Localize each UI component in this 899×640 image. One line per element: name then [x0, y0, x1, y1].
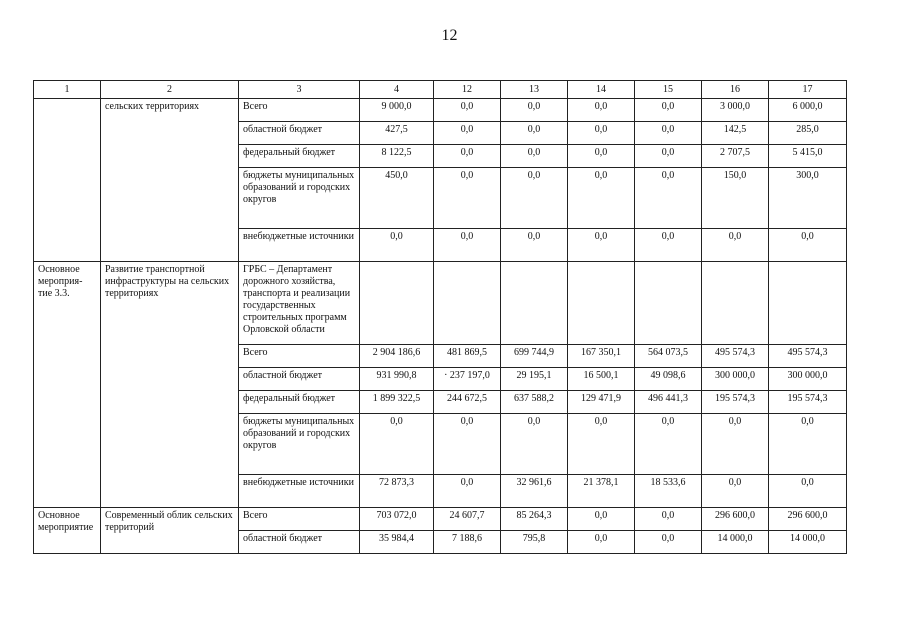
value-cell: 0,0 [635, 508, 702, 531]
value-cell: 931 990,8 [360, 368, 434, 391]
value-cell: 0,0 [501, 414, 568, 475]
value-cell: 795,8 [501, 531, 568, 554]
col-header: 14 [568, 81, 635, 99]
value-cell [769, 262, 847, 345]
value-cell: 0,0 [501, 168, 568, 229]
col-header: 3 [239, 81, 360, 99]
value-cell: 0,0 [568, 531, 635, 554]
value-cell: 24 607,7 [434, 508, 501, 531]
value-cell: 427,5 [360, 122, 434, 145]
value-cell [501, 262, 568, 345]
value-cell: 300 000,0 [769, 368, 847, 391]
value-cell: 0,0 [635, 145, 702, 168]
value-cell: 0,0 [501, 122, 568, 145]
measure-code-cell [34, 99, 101, 262]
funding-source-cell: Всего [239, 345, 360, 368]
value-cell: 0,0 [769, 475, 847, 508]
col-header: 16 [702, 81, 769, 99]
col-header: 12 [434, 81, 501, 99]
value-cell: 495 574,3 [769, 345, 847, 368]
value-cell: 49 098,6 [635, 368, 702, 391]
value-cell: 0,0 [769, 414, 847, 475]
value-cell: 1 899 322,5 [360, 391, 434, 414]
value-cell: 0,0 [568, 229, 635, 262]
value-cell: 481 869,5 [434, 345, 501, 368]
value-cell: 0,0 [434, 145, 501, 168]
table-row [34, 99, 847, 122]
table-row [34, 262, 847, 345]
value-cell: 0,0 [635, 168, 702, 229]
value-cell: 29 195,1 [501, 368, 568, 391]
value-cell [635, 262, 702, 345]
measure-code-cell: Основное мероприя-тие 3.3. [34, 262, 101, 508]
value-cell: 0,0 [635, 99, 702, 122]
col-header: 15 [635, 81, 702, 99]
value-cell: 0,0 [568, 508, 635, 531]
value-cell: 285,0 [769, 122, 847, 145]
col-header: 2 [101, 81, 239, 99]
value-cell: 35 984,4 [360, 531, 434, 554]
value-cell: 0,0 [434, 122, 501, 145]
value-cell: 21 378,1 [568, 475, 635, 508]
value-cell: 300 000,0 [702, 368, 769, 391]
value-cell: 0,0 [568, 145, 635, 168]
value-cell: 8 122,5 [360, 145, 434, 168]
value-cell: 18 533,6 [635, 475, 702, 508]
funding-source-cell: федеральный бюджет [239, 391, 360, 414]
value-cell: 495 574,3 [702, 345, 769, 368]
value-cell: 703 072,0 [360, 508, 434, 531]
measure-name-cell: Современный облик сельских территорий [101, 508, 239, 554]
funding-source-cell: областной бюджет [239, 368, 360, 391]
funding-source-cell: Всего [239, 99, 360, 122]
value-cell: 0,0 [434, 229, 501, 262]
value-cell [568, 262, 635, 345]
value-cell: 195 574,3 [702, 391, 769, 414]
funding-source-cell: федеральный бюджет [239, 145, 360, 168]
col-header: 4 [360, 81, 434, 99]
value-cell: 2 707,5 [702, 145, 769, 168]
value-cell: 5 415,0 [769, 145, 847, 168]
funding-source-cell: бюджеты муниципальных образований и городских округов [239, 414, 360, 475]
value-cell [434, 262, 501, 345]
value-cell: 0,0 [635, 531, 702, 554]
value-cell: 0,0 [501, 229, 568, 262]
value-cell: 300,0 [769, 168, 847, 229]
table-row [34, 508, 847, 531]
value-cell: 0,0 [702, 414, 769, 475]
value-cell: 14 000,0 [702, 531, 769, 554]
value-cell: 244 672,5 [434, 391, 501, 414]
value-cell: 0,0 [434, 475, 501, 508]
value-cell: 296 600,0 [769, 508, 847, 531]
value-cell: 150,0 [702, 168, 769, 229]
value-cell: 0,0 [501, 145, 568, 168]
funding-source-cell: ГРБС – Департамент дорожного хозяйства, транспорта и реализации государственных строительных программ Орловской области [239, 262, 360, 345]
value-cell: 72 873,3 [360, 475, 434, 508]
value-cell: 0,0 [501, 99, 568, 122]
measure-name-cell: Развитие транспортной инфраструктуры на сельских территориях [101, 262, 239, 508]
value-cell: 450,0 [360, 168, 434, 229]
value-cell: 32 961,6 [501, 475, 568, 508]
value-cell: 0,0 [568, 414, 635, 475]
value-cell: 0,0 [702, 229, 769, 262]
value-cell: 0,0 [702, 475, 769, 508]
value-cell: 6 000,0 [769, 99, 847, 122]
value-cell: 0,0 [360, 414, 434, 475]
value-cell: 0,0 [434, 168, 501, 229]
header-row [34, 81, 847, 99]
col-header: 1 [34, 81, 101, 99]
col-header: 13 [501, 81, 568, 99]
value-cell: · 237 197,0 [434, 368, 501, 391]
funding-source-cell: Всего [239, 508, 360, 531]
value-cell: 637 588,2 [501, 391, 568, 414]
value-cell: 564 073,5 [635, 345, 702, 368]
value-cell: 195 574,3 [769, 391, 847, 414]
value-cell: 0,0 [568, 122, 635, 145]
value-cell: 14 000,0 [769, 531, 847, 554]
page-number: 12 [441, 27, 458, 44]
funding-source-cell: внебюджетные источники [239, 475, 360, 508]
value-cell: 0,0 [635, 414, 702, 475]
value-cell: 0,0 [434, 414, 501, 475]
funding-source-cell: внебюджетные источники [239, 229, 360, 262]
budget-table [33, 80, 847, 554]
value-cell: 16 500,1 [568, 368, 635, 391]
value-cell: 496 441,3 [635, 391, 702, 414]
value-cell: 0,0 [769, 229, 847, 262]
value-cell: 0,0 [635, 122, 702, 145]
col-header: 17 [769, 81, 847, 99]
value-cell: 296 600,0 [702, 508, 769, 531]
funding-source-cell: областной бюджет [239, 531, 360, 554]
value-cell: 699 744,9 [501, 345, 568, 368]
value-cell: 129 471,9 [568, 391, 635, 414]
value-cell [702, 262, 769, 345]
value-cell: 142,5 [702, 122, 769, 145]
value-cell: 0,0 [635, 229, 702, 262]
value-cell: 3 000,0 [702, 99, 769, 122]
value-cell: 0,0 [360, 229, 434, 262]
value-cell: 2 904 186,6 [360, 345, 434, 368]
funding-source-cell: бюджеты муниципальных образований и городских округов [239, 168, 360, 229]
value-cell: 0,0 [568, 168, 635, 229]
value-cell: 167 350,1 [568, 345, 635, 368]
value-cell: 7 188,6 [434, 531, 501, 554]
measure-code-cell: Основное мероприятие [34, 508, 101, 554]
value-cell: 85 264,3 [501, 508, 568, 531]
funding-source-cell: областной бюджет [239, 122, 360, 145]
value-cell [360, 262, 434, 345]
measure-name-cell: сельских территориях [101, 99, 239, 262]
value-cell: 0,0 [434, 99, 501, 122]
value-cell: 0,0 [568, 99, 635, 122]
value-cell: 9 000,0 [360, 99, 434, 122]
